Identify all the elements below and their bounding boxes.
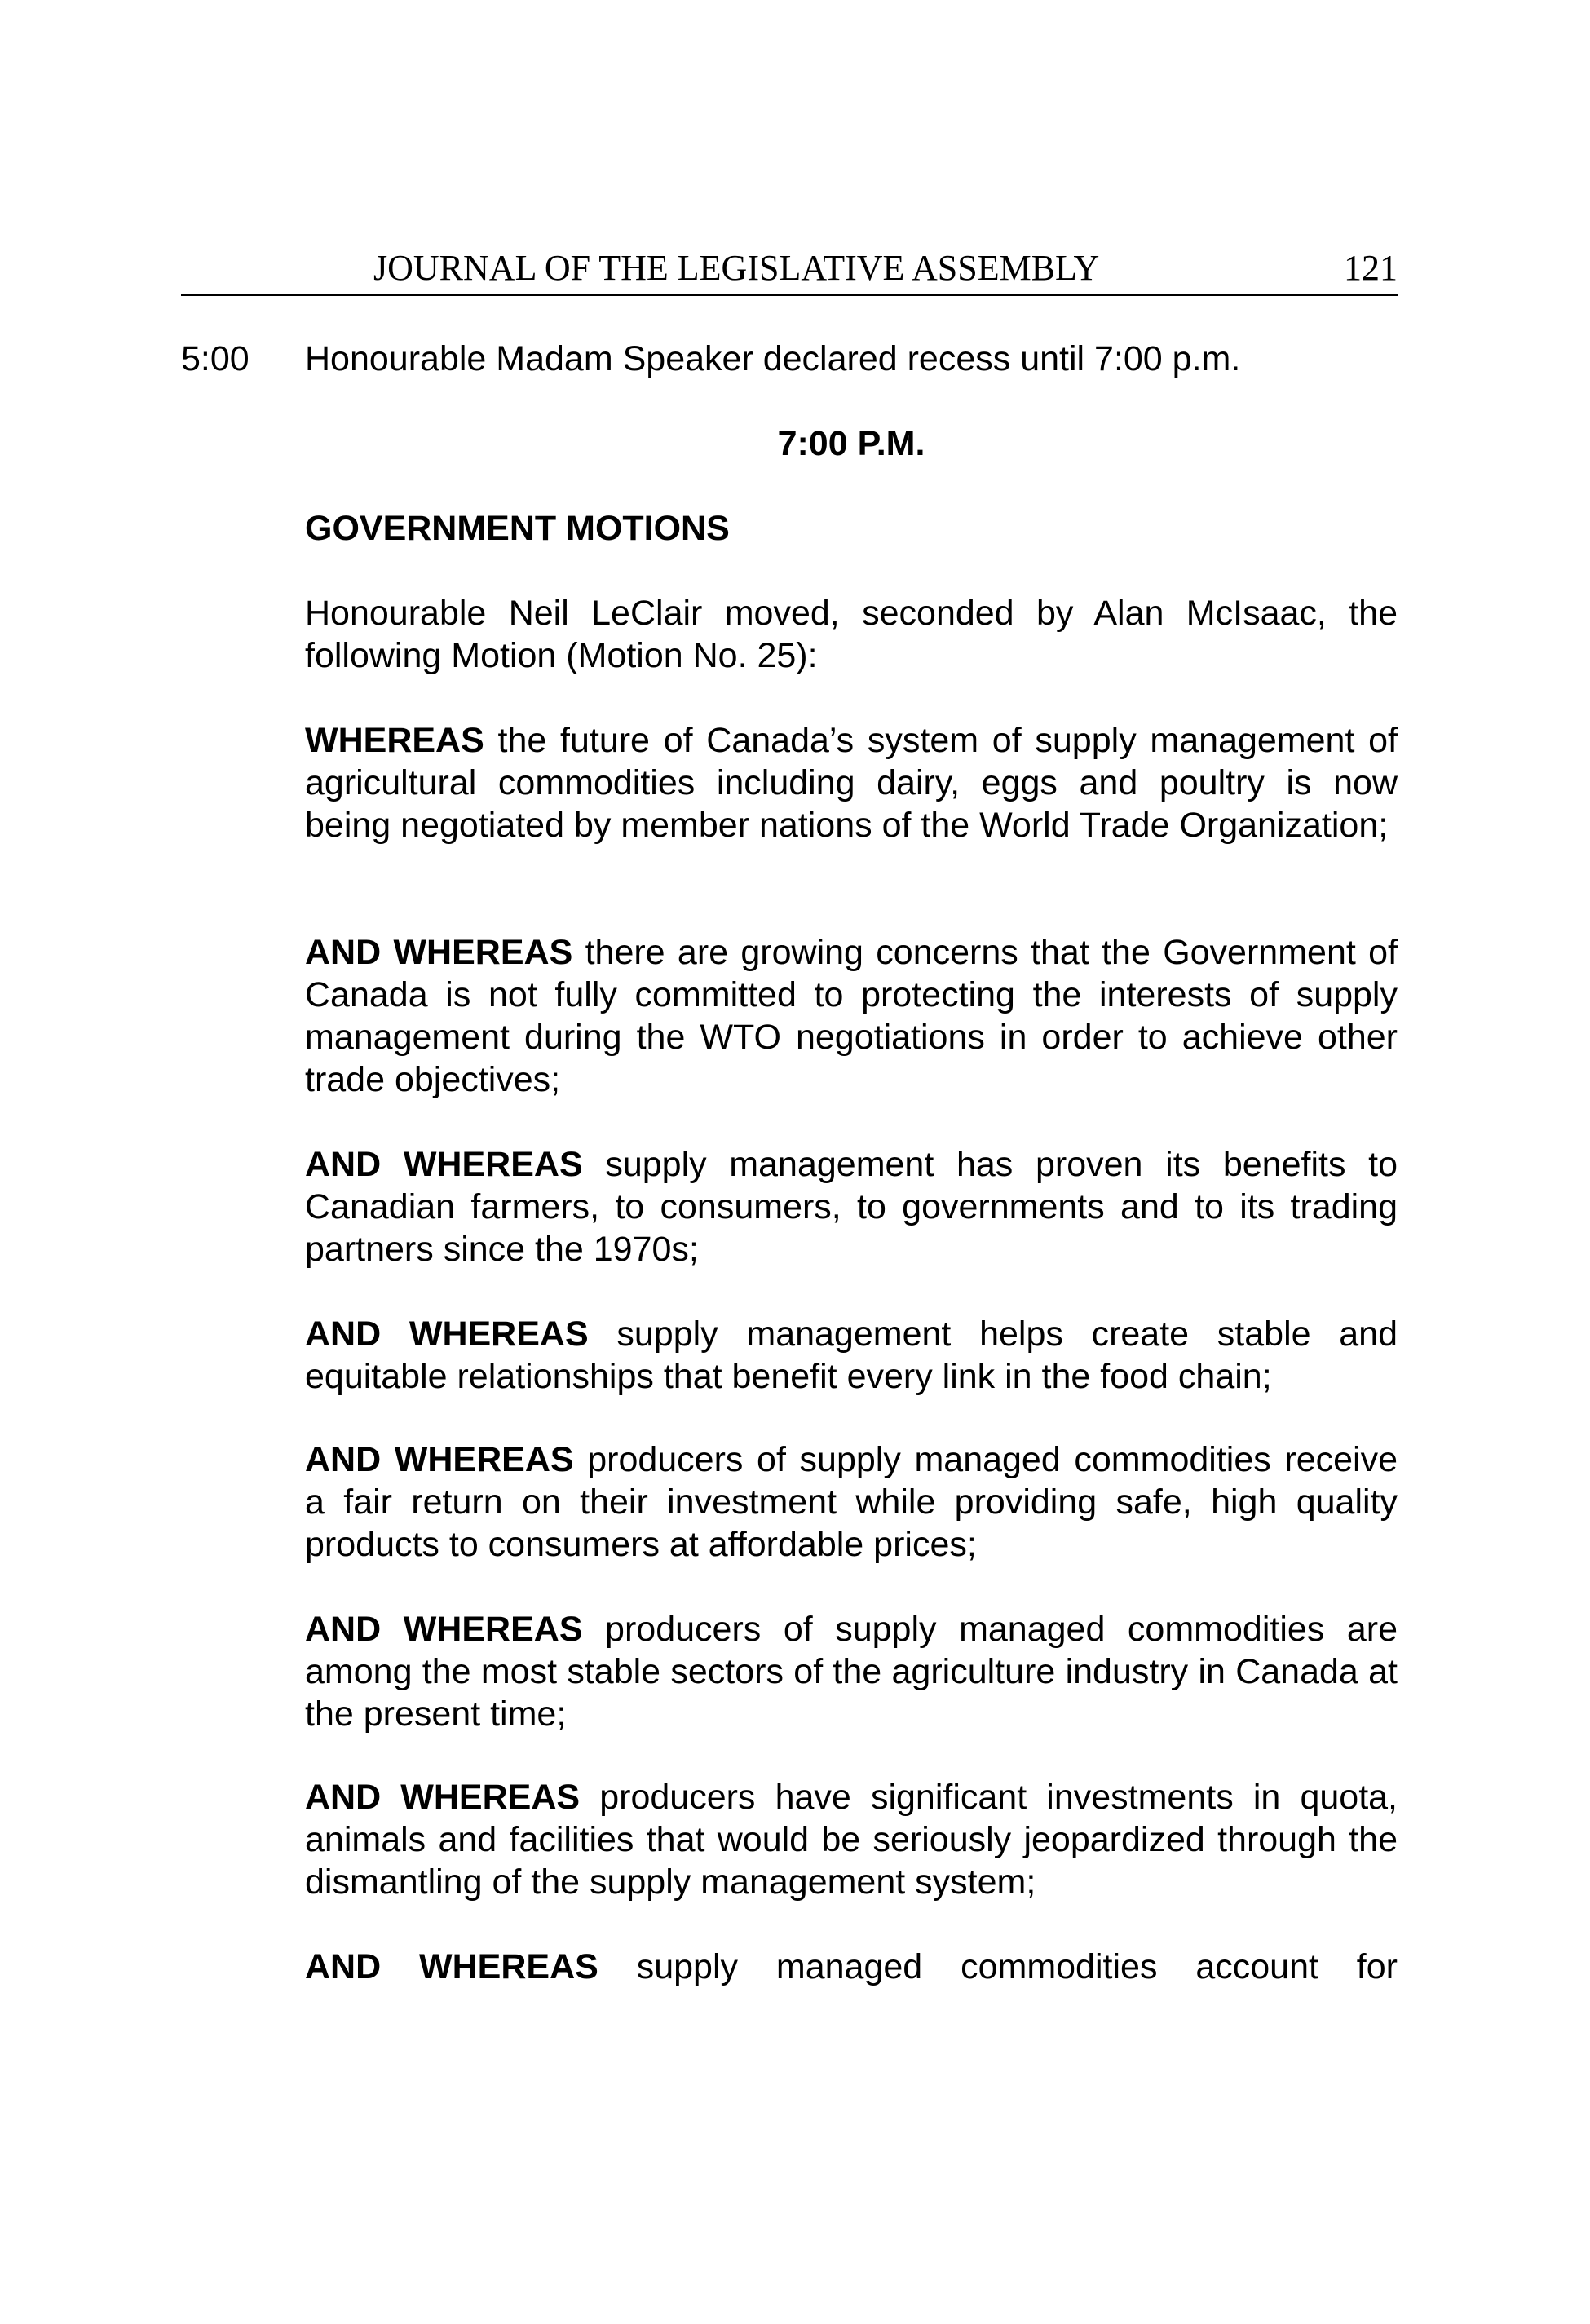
clause-lead: AND WHEREAS [305,1947,598,1986]
clause-5 [305,1438,1398,1566]
page-number: 121 [1344,248,1398,288]
clause-lead: AND WHEREAS [305,1440,574,1479]
clause-4 [305,1313,1398,1398]
clause-1 [305,719,1398,846]
clause-3 [305,1143,1398,1270]
clause-text: supply managed commodities account for [598,1947,1398,1986]
recess-entry [181,338,1398,380]
clause-6 [305,1608,1398,1735]
clause-lead: AND WHEREAS [305,1314,589,1354]
clause-text: producers have significant investments in quota, animals and facilities that would be seriously jeopardized through the dismantling of the supply management system; [305,1778,1398,1902]
clause-text: there are growing concerns that the Government of Canada is not fully committed to protecting the interests of supply management during the WTO negotiations in order to achieve other trade objectives; [305,933,1398,1099]
journal-title: JOURNAL OF THE LEGISLATIVE ASSEMBLY [373,248,1100,288]
clause-lead: WHEREAS [305,721,484,760]
recess-time: 5:00 [181,339,250,378]
clause-text: the future of Canada’s system of supply management of agricultural commodities including dairy, eggs and poultry is now being negotiated by member nations of the World Trade Organization; [305,721,1398,845]
clause-lead: AND WHEREAS [305,1778,581,1817]
clause-text: producers of supply managed commodities receive a fair return on their investment while providing safe, high quality products to consumers at affordable prices; [305,1440,1398,1564]
recess-text: Honourable Madam Speaker declared recess until 7:00 p.m. [305,339,1241,378]
clause-2 [305,931,1398,1101]
clause-7 [305,1776,1398,1903]
clause-lead: AND WHEREAS [305,1610,583,1649]
page-header [181,243,1398,296]
evening-sitting-heading: 7:00 P.M. [777,424,925,463]
clause-text: supply management has proven its benefits to Canadian farmers, to consumers, to governments and to its trading partners since the 1970s; [305,1145,1398,1269]
clause-text: producers of supply managed commodities are among the most stable sectors of the agriculture industry in Canada at the present time; [305,1610,1398,1734]
clause-8 [305,1946,1398,1988]
clause-lead: AND WHEREAS [305,933,573,972]
section-heading: GOVERNMENT MOTIONS [305,509,730,548]
clause-lead: AND WHEREAS [305,1145,583,1184]
motion-intro: Honourable Neil LeClair moved, seconded by Alan McIsaac, the following Motion (Motion No. 25): [305,594,1398,675]
clause-text: supply management helps create stable and equitable relationships that benefit every link in the food chain; [305,1314,1398,1396]
